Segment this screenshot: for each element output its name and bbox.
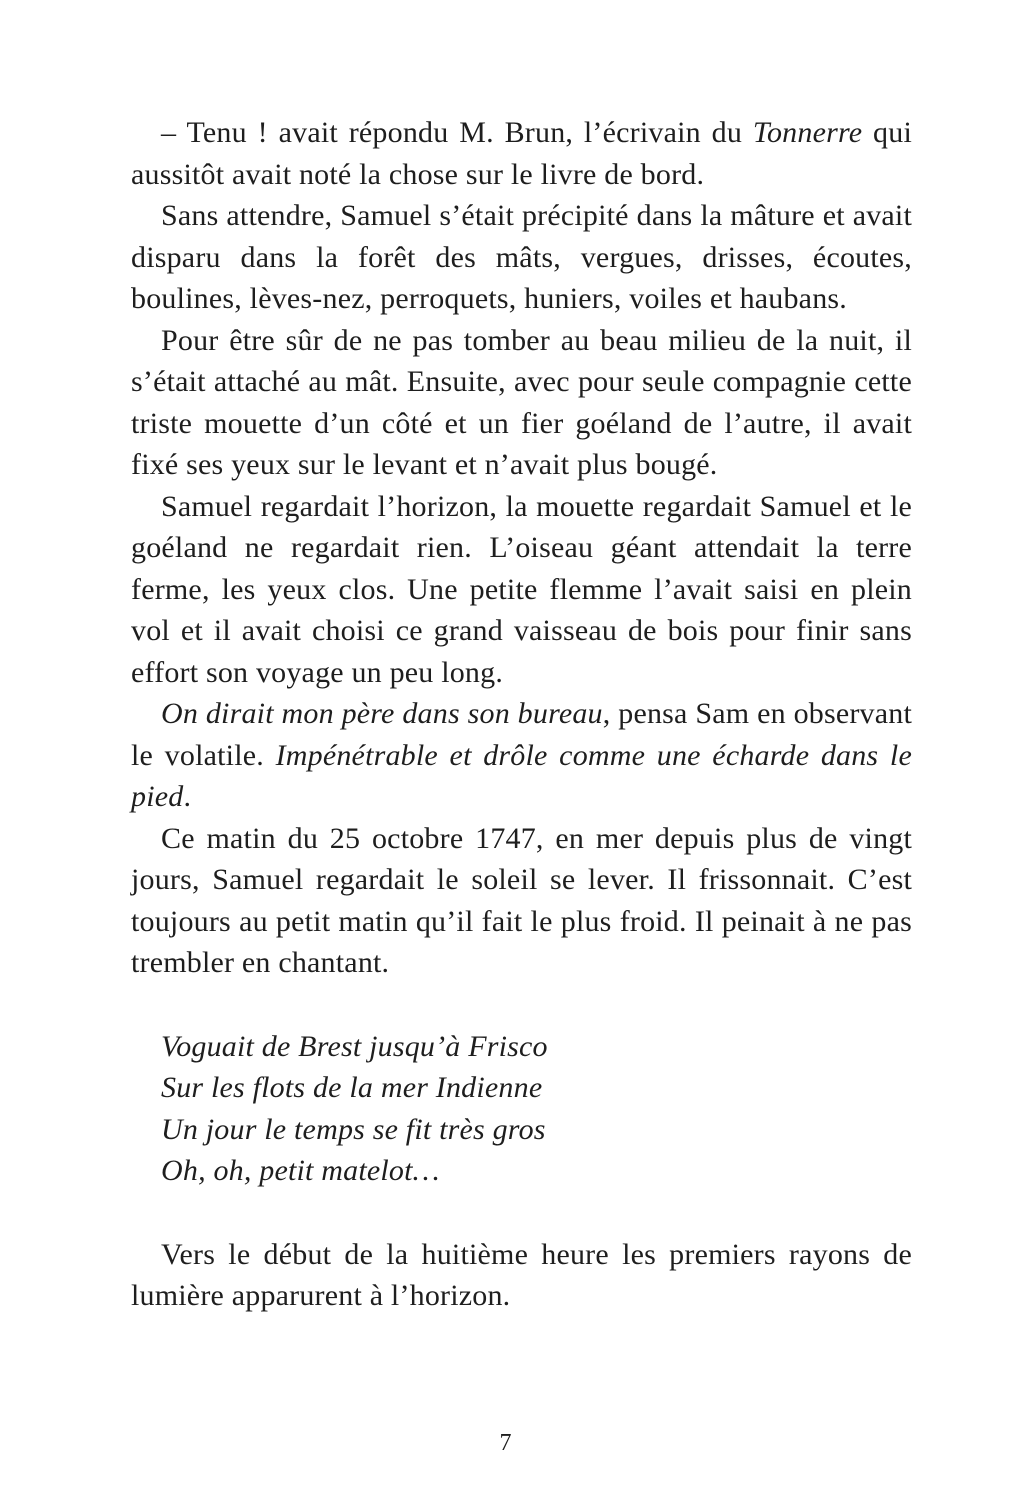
text-run: Pour être sûr de ne pas tomber au beau milieu de la nuit, il s’était attaché au mât. Ensuite, avec pour seule compagnie cette triste mouette d’un côté et un fier goéland de l’autre, il avait fixé ses yeux sur le levant et n’avait plus bougé. xyxy=(131,323,912,481)
italic-run: Tonnerre xyxy=(752,116,863,149)
closing-paragraph: Vers le début de la huitième heure les premiers rayons de lumière apparurent à l’horizon. xyxy=(131,1237,912,1312)
song-verse: Un jour le temps se fit très gros xyxy=(161,1112,546,1146)
page-number: 7 xyxy=(499,1430,512,1456)
body-text xyxy=(131,112,912,1317)
italic-run: Impénétrable et drôle comme une écharde dans le pied xyxy=(131,738,912,813)
paragraph xyxy=(131,195,912,320)
paragraph xyxy=(131,112,912,195)
song-stanza xyxy=(131,1026,912,1192)
text-run: . xyxy=(183,780,192,813)
song-verse: Voguait de Brest jusqu’à Frisco xyxy=(161,1029,548,1063)
text-run: Samuel regardait l’horizon, la mouette regardait Samuel et le goéland ne regardait rien. L’oiseau géant attendait la terre ferme, les yeux clos. Une petite flemme l’avait saisi en plein vol et il avait choisi ce grand vaisseau de bois pour finir sans effort son voyage un peu long. xyxy=(131,489,912,689)
paragraph xyxy=(131,818,912,984)
song-verse: Sur les flots de la mer Indienne xyxy=(161,1071,543,1104)
text-run: Sans attendre, Samuel s’était précipité dans la mâture et avait disparu dans la forêt des mâts, vergues, drisses, écoutes, boulines, lèves-nez, perroquets, huniers, voiles et haubans. xyxy=(131,199,912,315)
italic-run: On dirait mon père dans son bureau xyxy=(161,697,603,730)
text-run: Ce matin du 25 octobre 1747, en mer depuis plus de vingt jours, Samuel regardait le soleil se lever. Il frissonnait. C’est toujours au petit matin qu’il fait le plus froid. Il peinait à ne pas trembler en chantant. xyxy=(131,821,912,979)
paragraph xyxy=(131,486,912,694)
song-verse: Oh, oh, petit matelot… xyxy=(161,1154,440,1187)
text-run: – Tenu ! avait répondu M. Brun, l’écrivain du xyxy=(161,116,753,149)
paragraph xyxy=(131,320,912,486)
text-run: , pensa Sam en observant le volatile. xyxy=(131,697,913,772)
text-run: qui aussitôt avait noté la chose sur le livre de bord. xyxy=(131,116,912,191)
paragraph xyxy=(131,693,912,818)
